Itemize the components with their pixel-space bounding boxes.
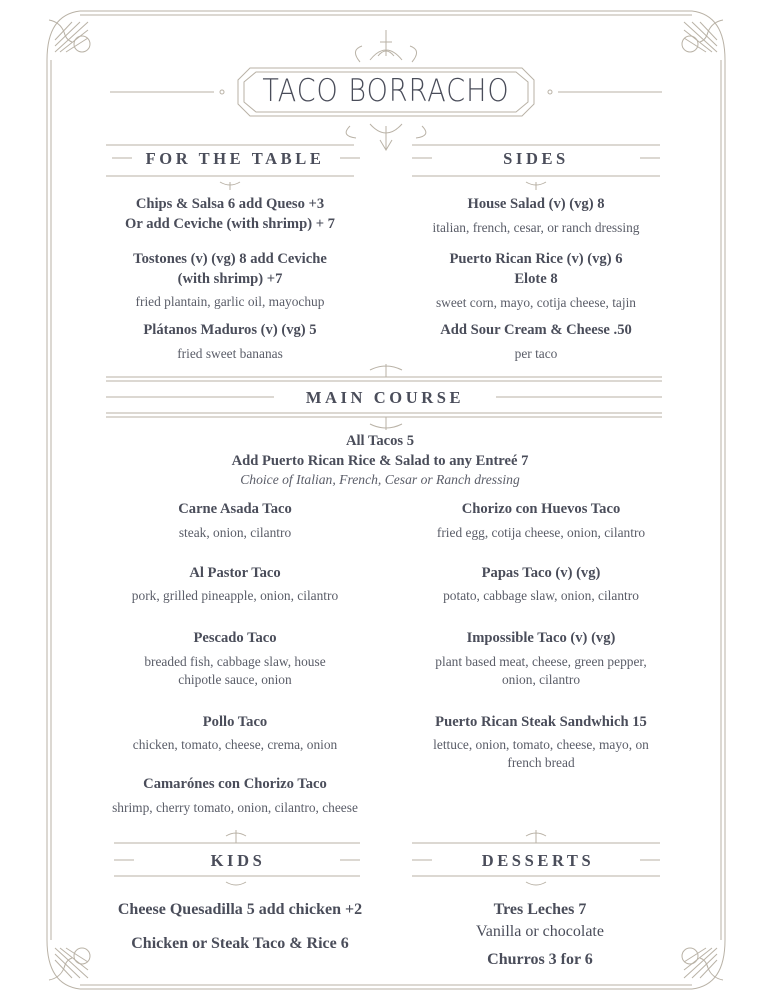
menu-item-house-salad: House Salad (v) (vg) 8 [467,196,605,212]
menu-item-tres-leches-desc: Vanilla or chocolate [476,923,604,940]
menu-item-elote-desc: sweet corn, mayo, cotija cheese, tajin [435,295,637,310]
menu-item-puerto-rican-rice: Puerto Rican Rice (v) (vg) 6 Elote 8 [449,251,623,287]
corner-ornament-bottom-left [47,940,90,989]
restaurant-title: TACO BORRACHO [262,73,510,110]
menu-item-papas-taco-desc: potato, cabbage slaw, onion, cilantro [443,588,639,603]
menu-item-chips-salsa: Chips & Salsa 6 add Queso +3 Or add Ceviche (with shrimp) + 7 [125,196,335,232]
menu-item-impossible-taco-desc: plant based meat, cheese, green pepper, onion, cilantro [435,654,647,687]
menu-item-camarones-chorizo-taco-desc: shrimp, cherry tomato, onion, cilantro, cheese [112,800,358,815]
sides-heading: SIDES [503,149,569,168]
menu-item-house-salad-desc: italian, french, cesar, or ranch dressing [432,220,640,235]
menu-item-steak-sandwich-desc: lettuce, onion, tomato, cheese, mayo, on french bread [433,737,649,770]
main-course-intro: All Tacos 5 Add Puerto Rican Rice & Salad to any Entreé 7 [231,433,529,469]
menu-item-platanos-maduros: Plátanos Maduros (v) (vg) 5 [143,322,317,338]
menu-item-tostones: Tostones (v) (vg) 8 add Ceviche (with shrimp) +7 [133,251,327,287]
menu-item-pescado-taco: Pescado Taco [193,630,277,646]
menu-item-chorizo-huevos-taco: Chorizo con Huevos Taco [461,501,621,517]
menu-item-impossible-taco: Impossible Taco (v) (vg) [466,630,616,646]
menu-item-al-pastor-taco: Al Pastor Taco [189,565,281,581]
menu-item-cheese-quesadilla: Cheese Quesadilla 5 add chicken +2 [117,901,363,918]
desserts-heading: DESSERTS [481,851,595,870]
menu-item-tostones-desc: fried plantain, garlic oil, mayochup [135,294,325,309]
menu-item-papas-taco: Papas Taco (v) (vg) [481,565,601,581]
corner-ornament-bottom-right [682,940,725,989]
menu-item-pollo-taco: Pollo Taco [202,714,268,730]
menu-item-tres-leches: Tres Leches 7 [493,901,587,918]
menu-item-al-pastor-taco-desc: pork, grilled pineapple, onion, cilantro [131,588,339,603]
menu-item-sour-cream-cheese: Add Sour Cream & Cheese .50 [440,322,632,338]
main-course-dressing-note: Choice of Italian, French, Cesar or Ranch dressing [240,472,520,487]
menu-item-sour-cream-cheese-desc: per taco [514,346,558,361]
menu-item-pollo-taco-desc: chicken, tomato, cheese, crema, onion [132,737,338,752]
for-the-table-heading: FOR THE TABLE [145,149,325,168]
menu-item-pescado-taco-desc: breaded fish, cabbage slaw, house chipotle sauce, onion [144,654,326,687]
corner-ornament-top-left [47,11,90,60]
menu-item-churros: Churros 3 for 6 [487,951,593,968]
corner-ornament-top-right [682,11,725,60]
menu-item-steak-sandwich: Puerto Rican Steak Sandwhich 15 [435,714,647,730]
menu-item-chorizo-huevos-taco-desc: fried egg, cotija cheese, onion, cilantro [436,525,646,540]
menu-item-carne-asada-taco: Carne Asada Taco [178,501,292,517]
menu-item-platanos-maduros-desc: fried sweet bananas [177,346,283,361]
menu-item-carne-asada-taco-desc: steak, onion, cilantro [178,525,292,540]
kids-heading: KIDS [210,851,266,870]
menu-item-kids-taco-rice: Chicken or Steak Taco & Rice 6 [131,935,349,952]
menu-item-camarones-chorizo-taco: Camarónes con Chorizo Taco [143,776,327,792]
main-course-heading: MAIN COURSE [305,388,465,407]
